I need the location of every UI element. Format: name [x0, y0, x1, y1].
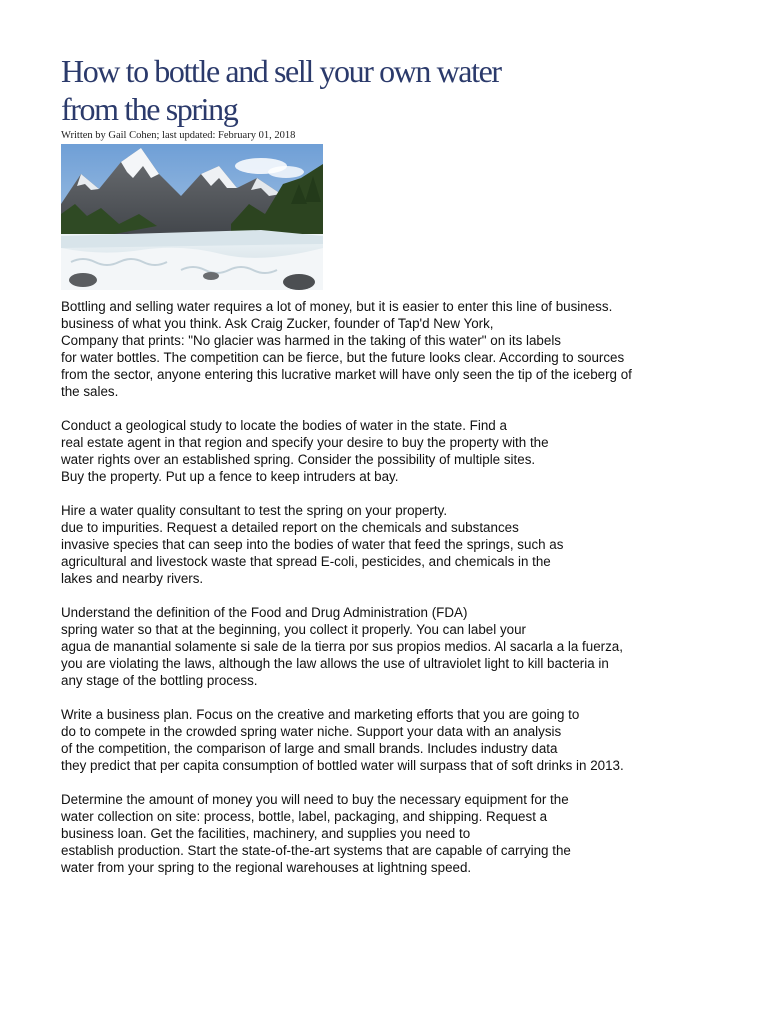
- text-line: Determine the amount of money you will need to buy the necessary equipment for the: [61, 792, 569, 807]
- text-line: Understand the definition of the Food and Drug Administration (FDA): [61, 605, 468, 620]
- text-line: agua de manantial solamente si sale de la tierra por sus propios medios. Al sacarla a la fuerza,: [61, 639, 623, 654]
- text-line: invasive species that can seep into the bodies of water that feed the springs, such as: [61, 537, 564, 552]
- text-line: of the competition, the comparison of large and small brands. Includes industry data: [61, 741, 558, 756]
- text-line: business of what you think. Ask Craig Zucker, founder of Tap'd New York,: [61, 316, 494, 331]
- text-line: water collection on site: process, bottle, label, packaging, and shipping. Request a: [61, 809, 548, 824]
- text-line: spring water so that at the beginning, you collect it properly. You can label your: [61, 622, 526, 637]
- text-line: lakes and nearby rivers.: [61, 571, 204, 586]
- text-line: for water bottles. The competition can be fierce, but the future looks clear. According to sources: [61, 350, 625, 365]
- spring-waterfall-photo: [61, 144, 323, 290]
- paragraph: [61, 417, 741, 485]
- text-line: any stage of the bottling process.: [61, 673, 258, 688]
- text-line: establish production. Start the state-of-the-art systems that are capable of carrying the: [61, 843, 571, 858]
- text-line: agricultural and livestock waste that spread E-coli, pesticides, and chemicals in the: [61, 554, 551, 569]
- article-title: [61, 52, 621, 128]
- paragraph: [61, 706, 741, 774]
- text-line: Bottling and selling water requires a lot of money, but it is easier to enter this line of business.: [61, 299, 613, 314]
- spring-waterfall-illustration: [61, 144, 323, 290]
- paragraph: [61, 502, 741, 587]
- text-line: business loan. Get the facilities, machinery, and supplies you need to: [61, 826, 471, 841]
- text-line: due to impurities. Request a detailed report on the chemicals and substances: [61, 520, 519, 535]
- text-line: from the sector, anyone entering this lucrative market will have only seen the tip of the iceberg of: [61, 367, 632, 382]
- article-body: [61, 298, 741, 893]
- text-line: water rights over an established spring. Consider the possibility of multiple sites.: [61, 452, 536, 467]
- article-title-line: How to bottle and sell your own water: [61, 53, 501, 89]
- text-line: water from your spring to the regional warehouses at lightning speed.: [61, 860, 472, 875]
- article-byline: Written by Gail Cohen; last updated: February 01, 2018: [61, 130, 296, 141]
- text-line: you are violating the laws, although the law allows the use of ultraviolet light to kill bacteria in: [61, 656, 609, 671]
- paragraph: [61, 298, 741, 400]
- paragraph: [61, 604, 741, 689]
- text-line: real estate agent in that region and specify your desire to buy the property with the: [61, 435, 549, 450]
- text-line: Hire a water quality consultant to test the spring on your property.: [61, 503, 448, 518]
- text-line: do to compete in the crowded spring water niche. Support your data with an analysis: [61, 724, 562, 739]
- text-line: the sales.: [61, 384, 119, 399]
- article-title-line: from the spring: [61, 91, 238, 127]
- text-line: Buy the property. Put up a fence to keep intruders at bay.: [61, 469, 399, 484]
- paragraph: [61, 791, 741, 876]
- text-line: Company that prints: "No glacier was harmed in the taking of this water" on its labels: [61, 333, 561, 348]
- text-line: Write a business plan. Focus on the creative and marketing efforts that you are going to: [61, 707, 580, 722]
- text-line: they predict that per capita consumption of bottled water will surpass that of soft drinks in 2013.: [61, 758, 624, 773]
- text-line: Conduct a geological study to locate the bodies of water in the state. Find a: [61, 418, 507, 433]
